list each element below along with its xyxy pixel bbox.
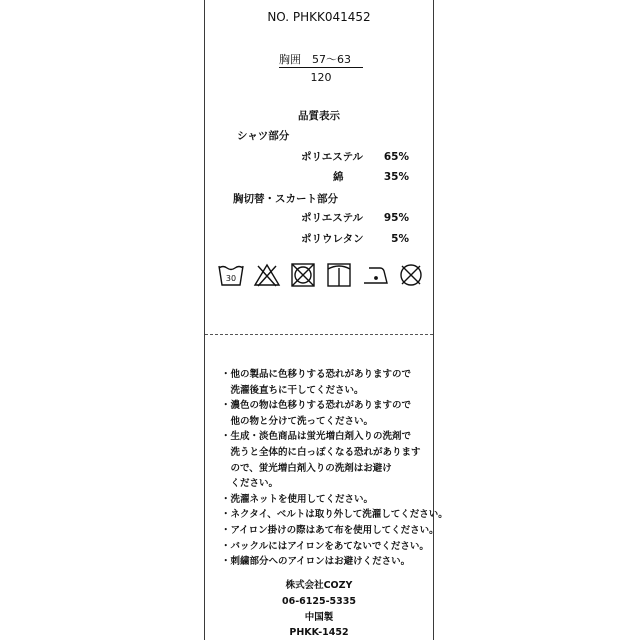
material-name: ポリウレタン	[301, 233, 364, 245]
material-percent: 5%	[391, 233, 409, 245]
product-number: NO. PHKK041452	[267, 10, 371, 24]
note-line: 他の物と分けて洗ってください。	[221, 415, 374, 427]
care-label	[204, 0, 448, 640]
divider-dashed	[205, 334, 433, 335]
size-label: 胸囲 57〜63	[279, 53, 351, 66]
section-shirt: シャツ部分	[237, 130, 290, 142]
note-line: 洗うと全体的に白っぽくなる恐れがあります	[221, 446, 421, 458]
note-line: ので、蛍光増白剤入りの洗剤はお避け	[221, 462, 392, 474]
phone-number: 06-6125-5335	[282, 596, 356, 607]
size-value: 120	[310, 71, 332, 84]
note-line: ・刺繍部分へのアイロンはお避けください。	[221, 556, 411, 568]
note-line: ・生成・淡色商品は蛍光増白剤入りの洗剤で	[221, 431, 412, 443]
product-code: PHKK-1452	[289, 627, 349, 638]
material-percent: 95%	[383, 212, 409, 224]
iron-low-icon	[361, 261, 389, 289]
care-symbols	[217, 261, 423, 291]
material-name: ポリエステル	[301, 212, 364, 224]
quality-title: 品質表示	[298, 110, 340, 122]
material-name: ポリエステル	[301, 151, 364, 163]
care-notes	[221, 368, 448, 571]
country-of-origin: 中国製	[304, 612, 334, 623]
wash-temp: 30	[225, 274, 237, 283]
size-divider	[279, 67, 363, 68]
no-tumble-dry-icon	[289, 261, 317, 289]
no-bleach-icon	[253, 261, 281, 289]
note-line: ・ネクタイ、ベルトは取り外して洗濯してください。	[221, 509, 448, 521]
note-line: ・洗濯ネットを使用してください。	[221, 493, 374, 505]
line-dry-icon	[325, 261, 353, 289]
note-line: ・他の製品に色移りする恐れがありますので	[221, 369, 412, 380]
company-name: 株式会社COZY	[285, 580, 353, 591]
no-dry-clean-icon	[397, 261, 425, 289]
wash-30-icon	[217, 261, 245, 289]
section-skirt: 胸切替・スカート部分	[233, 193, 338, 205]
note-line: ください。	[221, 478, 279, 490]
material-percent: 35%	[383, 171, 409, 183]
material-percent: 65%	[383, 151, 409, 163]
note-line: ・濃色の物は色移りする恐れがありますので	[221, 400, 412, 412]
note-line: ・バックルにはアイロンをあてないでください。	[221, 540, 429, 552]
note-line: 洗濯後直ちに干してください。	[221, 384, 364, 396]
material-name: 綿	[333, 171, 344, 183]
note-line: ・アイロン掛けの際はあて布を使用してください。	[221, 524, 439, 536]
